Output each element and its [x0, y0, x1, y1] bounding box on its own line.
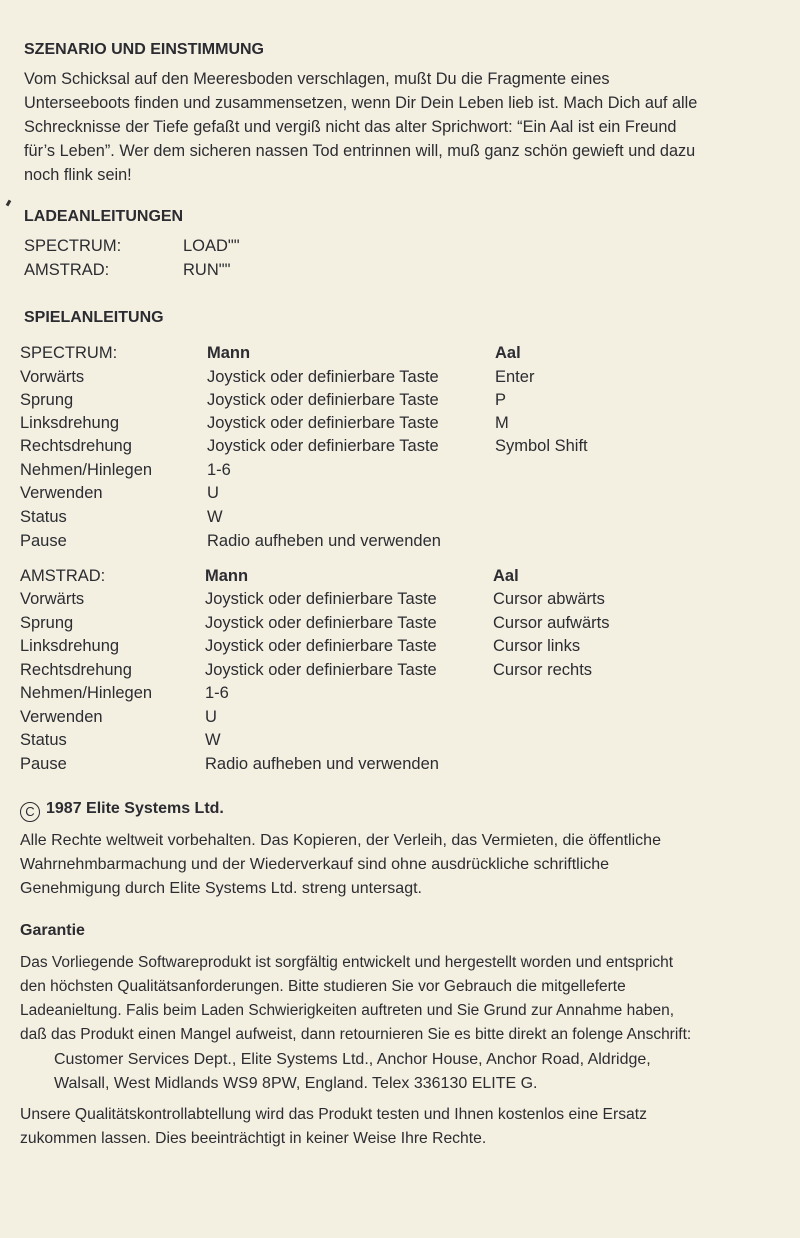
man-control: Joystick oder definierbare Taste	[207, 437, 439, 455]
address-line: Walsall, West Midlands WS9 8PW, England. Telex 336130 ELITE G.	[54, 1075, 538, 1092]
eel-control: M	[495, 414, 509, 432]
action-label: Status	[20, 731, 67, 749]
scenario-line: noch flink sein!	[24, 166, 132, 184]
eel-control: Cursor rechts	[493, 661, 593, 679]
man-control: W	[207, 508, 223, 526]
eel-control: Symbol Shift	[495, 437, 588, 455]
action-label: Pause	[20, 532, 67, 550]
copyright-line: Genehmigung durch Elite Systems Ltd. streng untersagt.	[20, 880, 422, 897]
man-control: Joystick oder definierbare Taste	[205, 661, 437, 679]
action-label: Vorwärts	[20, 590, 85, 608]
loading-heading: LADEANLEITUNGEN	[24, 208, 184, 225]
loading-command: LOAD""	[183, 237, 240, 255]
scenario-text	[24, 67, 697, 187]
spectrum-system-label: SPECTRUM:	[20, 344, 118, 362]
warranty-closing	[20, 1103, 647, 1151]
warranty-line: Ladeanieltung. Falis beim Laden Schwierigkeiten auftreten und Sie Grund zur Annahme haben,	[20, 1002, 675, 1019]
action-label: Rechtsdrehung	[20, 661, 132, 679]
col-eel-header: Aal	[495, 344, 521, 362]
loading-system: AMSTRAD:	[24, 261, 110, 279]
action-label: Verwenden	[20, 708, 103, 726]
copyright-line: Wahrnehmbarmachung und der Wiederverkauf sind ohne ausdrückliche schriftliche	[20, 856, 610, 873]
copyright-line: Alle Rechte weltweit vorbehalten. Das Kopieren, der Verleih, das Vermieten, die öffentliche	[20, 832, 661, 849]
copyright-text: 1987 Elite Systems Ltd.	[46, 800, 224, 817]
instructions-heading: SPIELANLEITUNG	[24, 309, 164, 326]
warranty-line: daß das Produkt einen Mangel aufweist, dann retournieren Sie es bitte direkt an folenge Anschrift:	[20, 1026, 692, 1043]
address-line: Customer Services Dept., Elite Systems Ltd., Anchor House, Anchor Road, Aldridge,	[54, 1051, 651, 1068]
closing-line: Unsere Qualitätskontrollabtellung wird das Produkt testen und Ihnen kostenlos eine Ersatz	[20, 1106, 647, 1123]
scenario-line: Schrecknisse der Tiefe gefaßt und vergiß nicht das alter Sprichwort: “Ein Aal ist ein Freund	[24, 118, 677, 136]
action-label: Verwenden	[20, 484, 103, 502]
action-label: Sprung	[20, 391, 74, 409]
action-label: Vorwärts	[20, 368, 85, 386]
action-label: Rechtsdrehung	[20, 437, 132, 455]
scenario-line: Vom Schicksal auf den Meeresboden verschlagen, mußt Du die Fragmente eines	[24, 70, 610, 88]
warranty-body	[20, 951, 691, 1047]
man-control: Joystick oder definierbare Taste	[205, 614, 437, 632]
col-man-header: Mann	[205, 567, 249, 585]
man-control: W	[205, 731, 221, 749]
man-control: Joystick oder definierbare Taste	[205, 590, 437, 608]
action-label: Status	[20, 508, 67, 526]
copyright-icon: C	[20, 802, 40, 822]
scenario-line: für’s Leben”. Wer dem sicheren nassen Tod entrinnen will, muß ganz schön gewieft und dazu	[24, 142, 696, 160]
man-control: Joystick oder definierbare Taste	[207, 391, 439, 409]
warranty-address	[54, 1048, 651, 1096]
print-speck	[6, 200, 12, 207]
eel-control: Cursor links	[493, 637, 581, 655]
eel-control: Cursor abwärts	[493, 590, 605, 608]
man-control: 1-6	[207, 461, 231, 479]
man-control: Radio aufheben und verwenden	[207, 532, 441, 550]
action-label: Nehmen/Hinlegen	[20, 684, 153, 702]
man-control: U	[205, 708, 217, 726]
scenario-heading: SZENARIO UND EINSTIMMUNG	[24, 41, 264, 58]
action-label: Pause	[20, 755, 67, 773]
action-label: Linksdrehung	[20, 414, 120, 432]
scenario-line: Unterseeboots finden und zusammensetzen, wenn Dir Dein Leben lieb ist. Mach Dich auf alle	[24, 94, 698, 112]
eel-control: Cursor aufwärts	[493, 614, 610, 632]
closing-line: zukommen lassen. Dies beeinträchtigt in keiner Weise Ihre Rechte.	[20, 1130, 487, 1147]
man-control: U	[207, 484, 219, 502]
copyright-heading	[20, 800, 224, 822]
action-label: Linksdrehung	[20, 637, 120, 655]
man-control: Joystick oder definierbare Taste	[207, 414, 439, 432]
col-eel-header: Aal	[493, 567, 519, 585]
man-control: 1-6	[205, 684, 229, 702]
loading-command: RUN""	[183, 261, 231, 279]
amstrad-system-label: AMSTRAD:	[20, 567, 106, 585]
warranty-heading: Garantie	[20, 922, 85, 939]
man-control: Joystick oder definierbare Taste	[205, 637, 437, 655]
action-label: Nehmen/Hinlegen	[20, 461, 153, 479]
man-control: Radio aufheben und verwenden	[205, 755, 439, 773]
copyright-body	[20, 829, 661, 901]
action-label: Sprung	[20, 614, 74, 632]
col-man-header: Mann	[207, 344, 251, 362]
loading-system: SPECTRUM:	[24, 237, 122, 255]
warranty-line: Das Vorliegende Softwareprodukt ist sorgfältig entwickelt und hergestellt worden und entspricht	[20, 954, 674, 971]
eel-control: P	[495, 391, 507, 409]
man-control: Joystick oder definierbare Taste	[207, 368, 439, 386]
warranty-line: den höchsten Qualitätsanforderungen. Bitte studieren Sie vor Gebrauch die mitgelleferte	[20, 978, 626, 995]
eel-control: Enter	[495, 368, 535, 386]
